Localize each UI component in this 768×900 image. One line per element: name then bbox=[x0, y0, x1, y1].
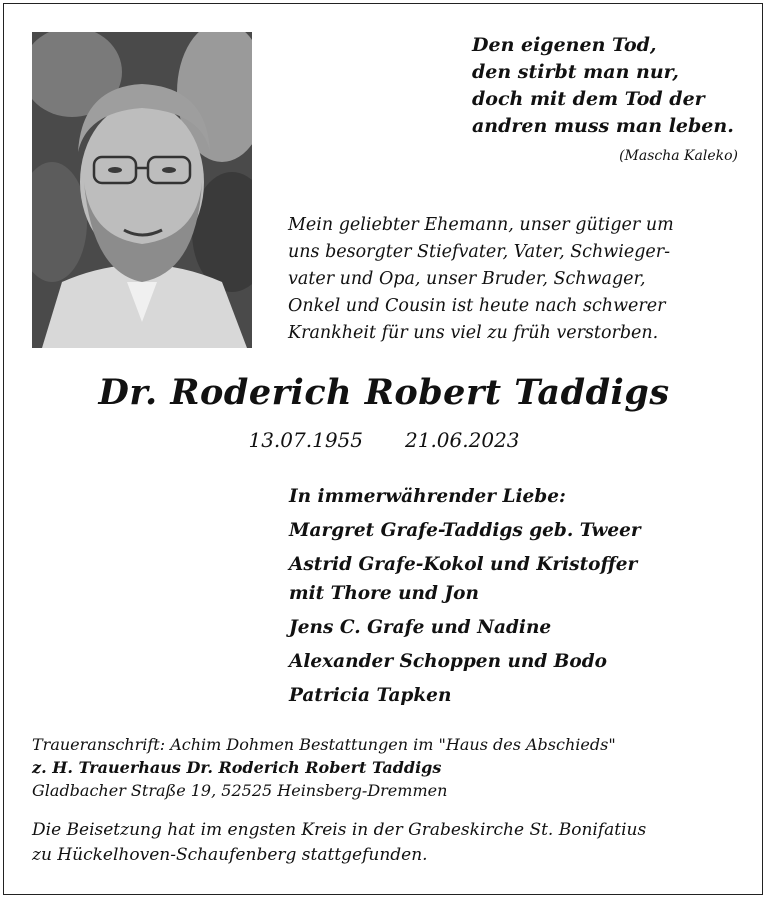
family-list bbox=[289, 482, 641, 715]
family-member: Alexander Schoppen und Bodo bbox=[289, 651, 607, 672]
family-heading: In immerwährender Liebe: bbox=[289, 486, 566, 507]
death-date: 21.06.2023 bbox=[405, 428, 520, 452]
intro-line: uns besorgter Stiefvater, Vater, Schwieger- bbox=[288, 242, 671, 262]
address-line: Gladbacher Straße 19, 52525 Heinsberg-Dremmen bbox=[32, 781, 448, 800]
address-line: z. H. Trauerhaus Dr. Roderich Robert Taddigs bbox=[32, 758, 442, 777]
quote-author: (Mascha Kaleko) bbox=[619, 148, 738, 164]
address-line: Traueranschrift: Achim Dohmen Bestattungen im "Haus des Abschieds" bbox=[32, 735, 616, 754]
deceased-name: Dr. Roderich Robert Taddigs bbox=[98, 372, 670, 413]
intro-line: Mein geliebter Ehemann, unser gütiger um bbox=[288, 215, 674, 235]
family-member: Astrid Grafe-Kokol und Kristoffer bbox=[289, 554, 638, 575]
birth-date: 13.07.1955 bbox=[248, 428, 363, 452]
family-member: Margret Grafe-Taddigs geb. Tweer bbox=[289, 520, 641, 541]
quote-line: andren muss man leben. bbox=[472, 115, 734, 137]
intro-line: Krankheit für uns viel zu früh verstorben. bbox=[288, 323, 659, 343]
intro-text bbox=[288, 212, 740, 347]
portrait-photo bbox=[32, 32, 252, 348]
burial-line: Die Beisetzung hat im engsten Kreis in der Grabeskirche St. Bonifatius bbox=[32, 820, 647, 840]
quote-line: den stirbt man nur, bbox=[472, 61, 679, 83]
family-member: mit Thore und Jon bbox=[289, 583, 479, 604]
burial-line: zu Hückelhoven-Schaufenberg stattgefunden. bbox=[32, 845, 428, 865]
intro-line: vater und Opa, unser Bruder, Schwager, bbox=[288, 269, 646, 289]
burial-note bbox=[32, 818, 752, 868]
life-dates bbox=[0, 428, 768, 452]
quote-line: doch mit dem Tod der bbox=[472, 88, 705, 110]
mourning-address bbox=[32, 733, 616, 802]
intro-line: Onkel und Cousin ist heute nach schwerer bbox=[288, 296, 666, 316]
family-member: Patricia Tapken bbox=[289, 685, 452, 706]
quote-line: Den eigenen Tod, bbox=[472, 34, 657, 56]
quote-block bbox=[472, 32, 734, 140]
family-member: Jens C. Grafe und Nadine bbox=[289, 617, 552, 638]
